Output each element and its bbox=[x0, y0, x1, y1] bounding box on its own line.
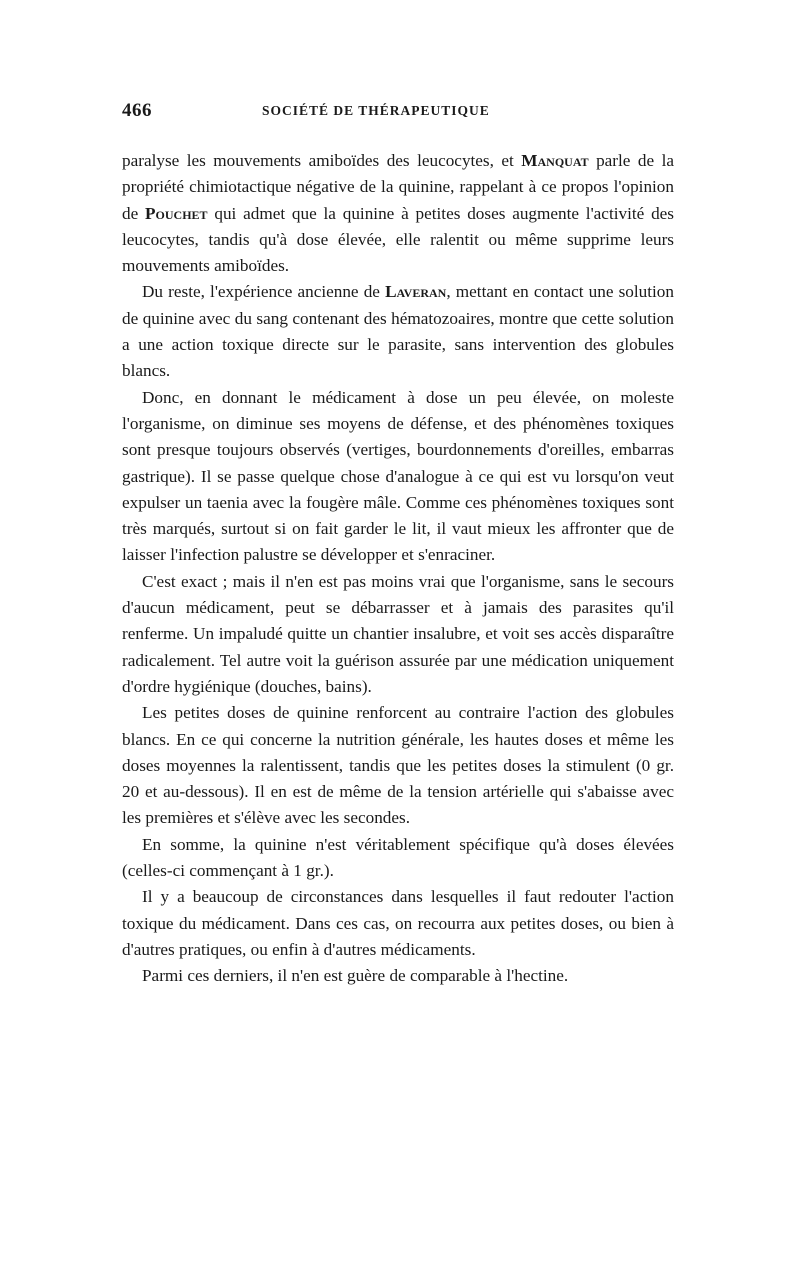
author-name-pouchet: Pouchet bbox=[145, 203, 208, 223]
paragraph-5: Les petites doses de quinine renforcent au contraire l'action des globules blancs. En ce qui concerne la nutrition générale, les hautes doses et même les doses moyennes la ralentissent, tandis que les petites doses la stimulent (0 gr. 20 et au-dessous). Il en est de même de la tension artérielle qui s'abaisse avec les premières et s'élève avec les secondes. bbox=[122, 703, 674, 828]
author-name-laveran: Laveran bbox=[385, 282, 447, 302]
paragraph-6: En somme, la quinine n'est véritablement spécifique qu'à doses élevées (celles-ci commençant à 1 gr.). bbox=[122, 834, 674, 881]
page-number: 466 bbox=[122, 100, 152, 121]
paragraph-4: C'est exact ; mais il n'en est pas moins vrai que l'organisme, sans le secours d'aucun médicament, peut se débarrasser et à jamais des parasites qu'il renferme. Un impaludé quitte un chantier insalubre, et voit ses accès disparaître radicalement. Tel autre voit la guérison assurée par une médication uniquement d'ordre hygiénique (douches, bains). bbox=[122, 571, 674, 696]
running-head bbox=[122, 100, 674, 128]
paragraph-1: paralyse les mouvements amiboïdes des leucocytes, et Manquat parle de la propriété chimiotactique négative de la quinine, rappelant à ce propos l'opinion de Pouchet qui admet que la quinine à petites doses augmente l'activité des leucocytes, tandis qu'à dose élevée, elle ralentit ou même supprime leurs mouvements amiboïdes. bbox=[122, 151, 674, 276]
paragraph-8: Parmi ces derniers, il n'en est guère de comparable à l'hectine. bbox=[142, 966, 569, 986]
page bbox=[122, 100, 674, 990]
running-title: SOCIÉTÉ DE THÉRAPEUTIQUE bbox=[262, 103, 490, 118]
paragraph-3: Donc, en donnant le médicament à dose un peu élevée, on moleste l'organisme, on diminue ses moyens de défense, et des phénomènes toxiques sont presque toujours observés (vertiges, bourdonnements d'oreilles, embarras gastrique). Il se passe quelque chose d'analogue à ce qui est vu lorsqu'on veut expulser un taenia avec la fougère mâle. Comme ces phénomènes toxiques sont très marqués, surtout si on fait garder le lit, il vaut mieux les affronter que de laisser l'infection palustre se développer et s'enraciner. bbox=[122, 387, 674, 565]
author-name-manquat: Manquat bbox=[521, 151, 589, 170]
paragraph-2: Du reste, l'expérience ancienne de Laveran, mettant en contact une solution de quinine avec du sang contenant des hématozoaires, montre que cette solution a une action toxique directe sur le parasite, sans intervention des globules blancs. bbox=[122, 282, 674, 381]
paragraph-7: Il y a beaucoup de circonstances dans lesquelles il faut redouter l'action toxique du médicament. Dans ces cas, on recourra aux petites doses, ou bien à d'autres pratiques, ou enfin à d'autres médicaments. bbox=[122, 887, 674, 959]
